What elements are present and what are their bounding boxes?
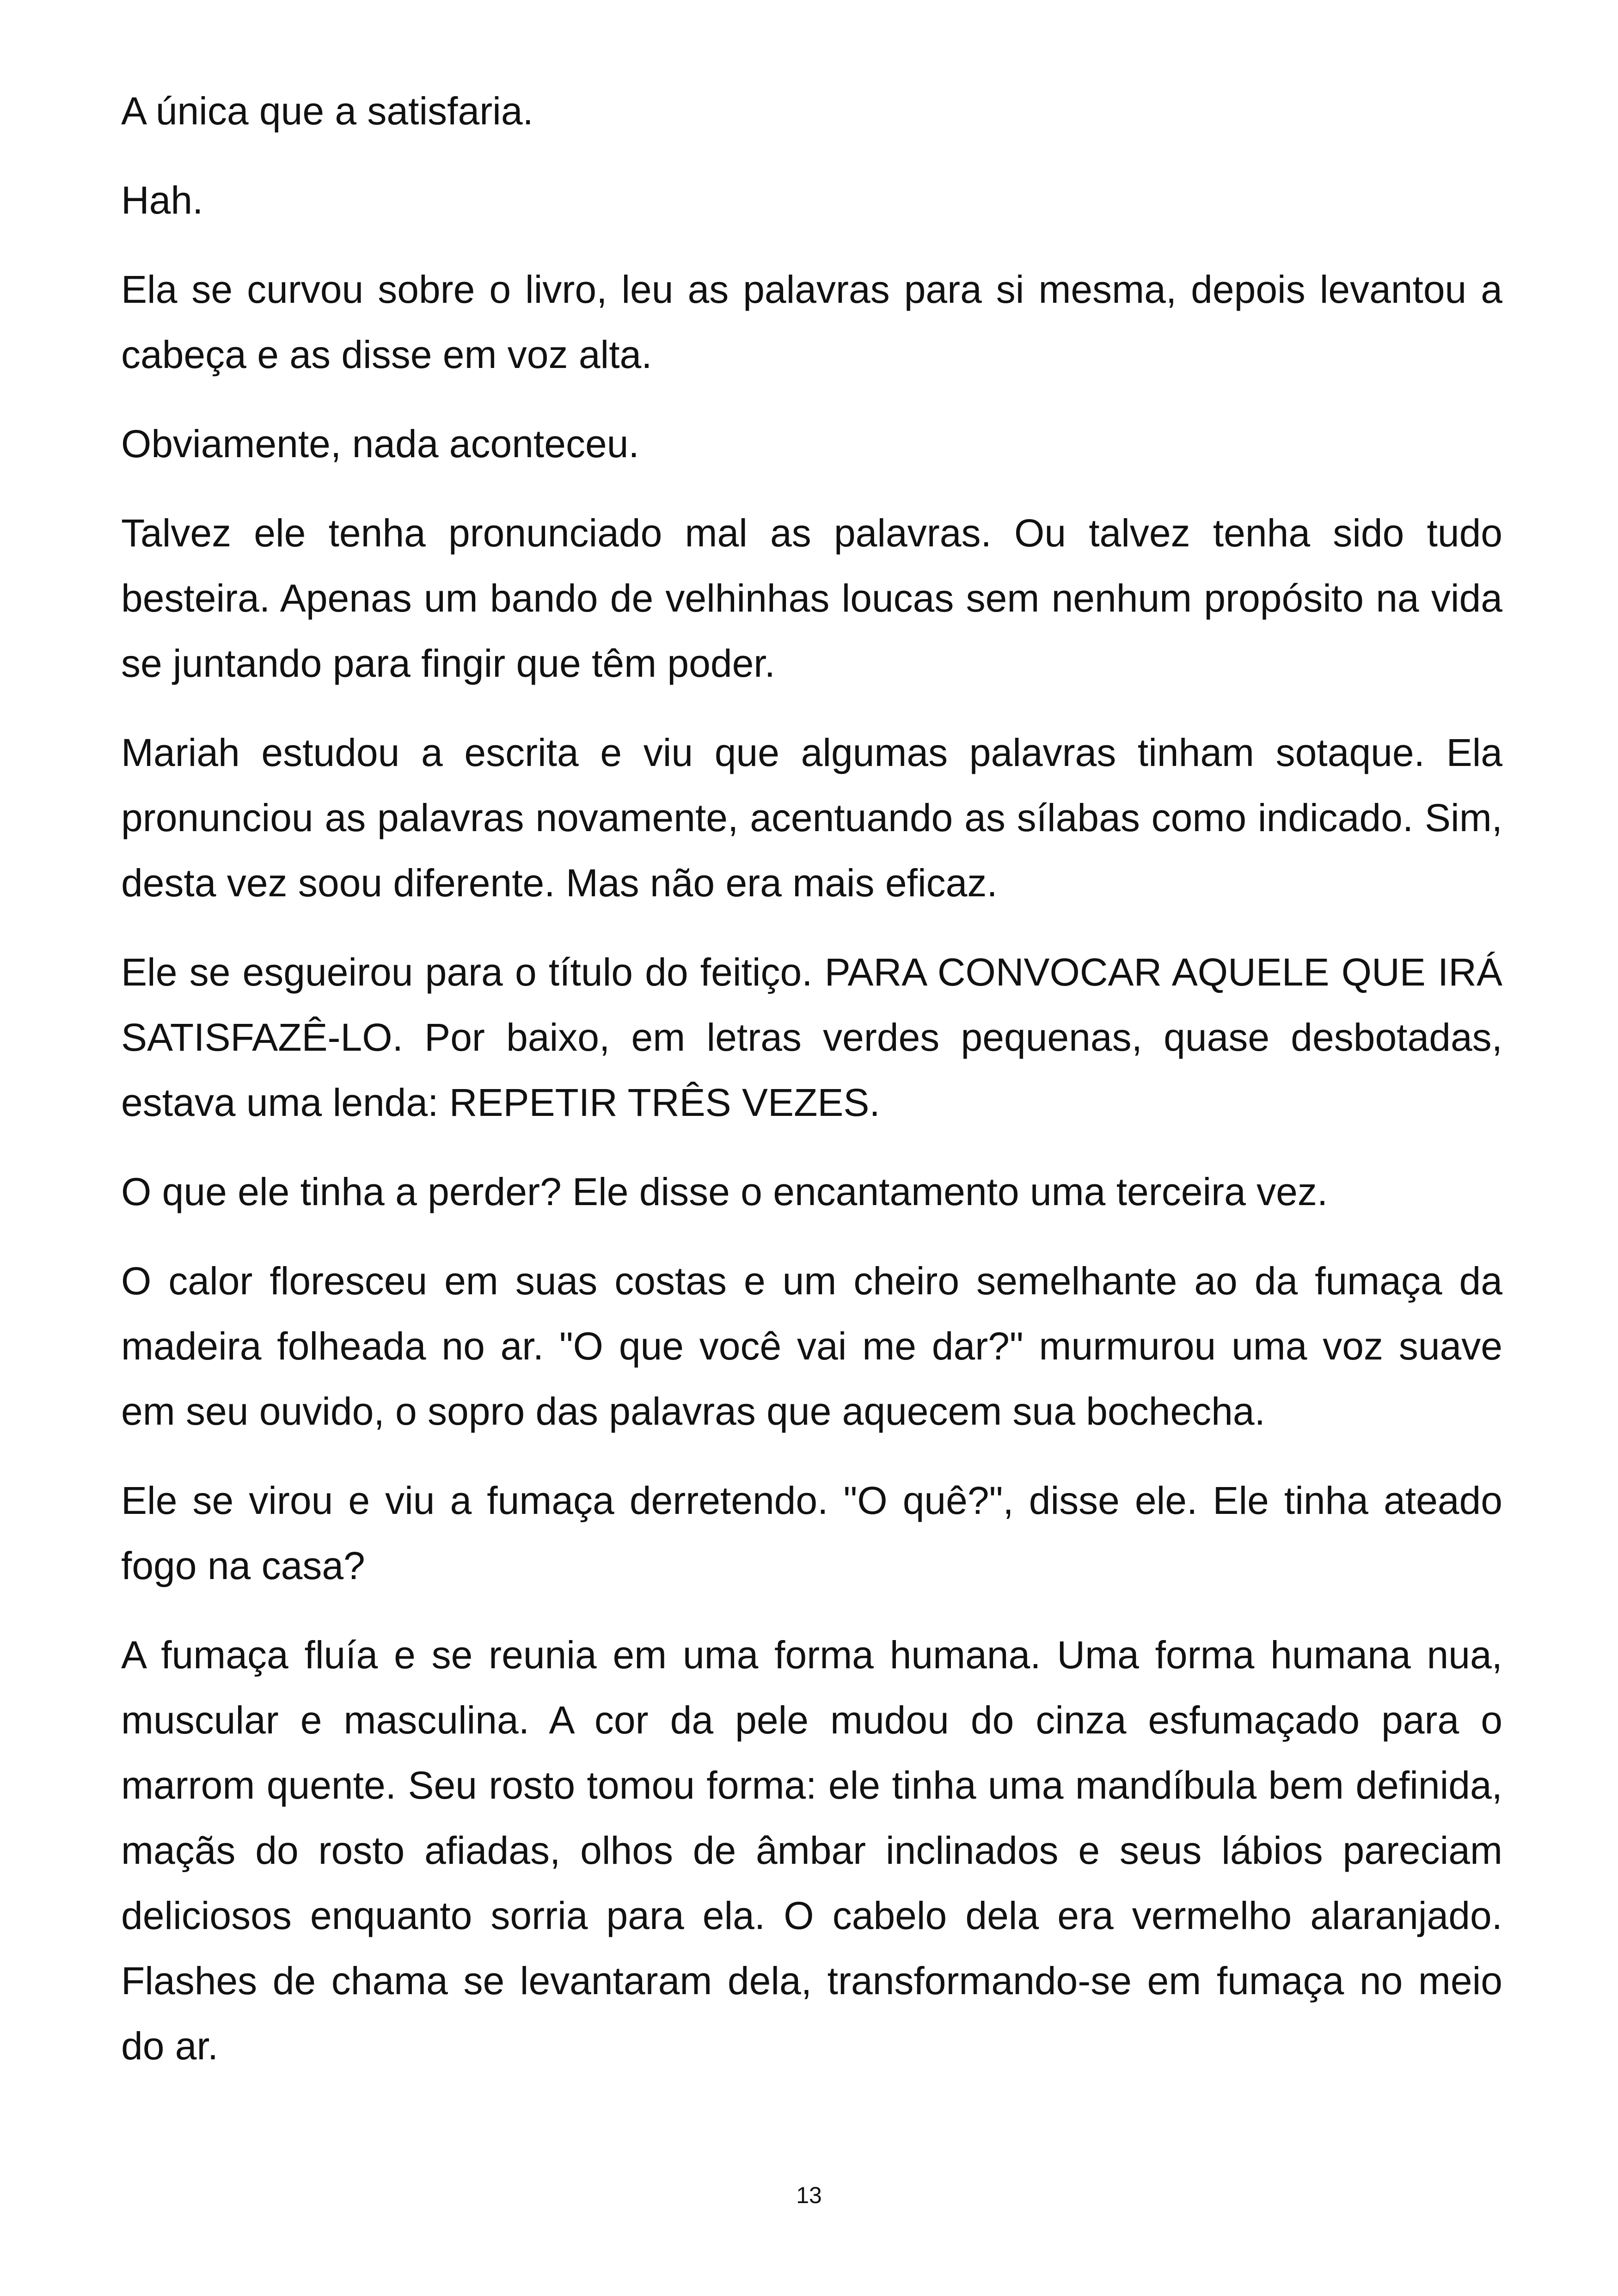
paragraph-8: O que ele tinha a perder? Ele disse o encantamento uma terceira vez.: [121, 1170, 1328, 1213]
paragraph-11: A fumaça fluía e se reunia em uma forma humana. Uma forma humana nua, muscular e masculina. A cor da pele mudou do cinza esfumaçado para o marrom quente. Seu rosto tomou forma: ele tinha uma mandíbula bem definida, maçãs do rosto afiadas, olhos de âmbar inclinados e seus lábios pareciam deliciosos enquanto sorria para ela. O cabelo dela era vermelho alaranjado. Flashes de chama se levantaram dela, transformando-se em fumaça no meio do ar.: [121, 1633, 1502, 2068]
paragraph-7: Ele se esgueirou para o título do feitiço. PARA CONVOCAR AQUELE QUE IRÁ SATISFAZÊ-LO. Por baixo, em letras verdes pequenas, quase desbotadas, estava uma lenda: REPETIR TRÊS VEZES.: [121, 950, 1502, 1124]
paragraph-2: Hah.: [121, 178, 203, 222]
paragraph-1: A única que a satisfaria.: [121, 89, 533, 133]
page-number: 13: [796, 2182, 822, 2208]
body-text: [121, 79, 1502, 2103]
paragraph-6: Mariah estudou a escrita e viu que algumas palavras tinham sotaque. Ela pronunciou as palavras novamente, acentuando as sílabas como indicado. Sim, desta vez soou diferente. Mas não era mais eficaz.: [121, 731, 1502, 905]
paragraph-9: O calor floresceu em suas costas e um cheiro semelhante ao da fumaça da madeira folheada no ar. "O que você vai me dar?" murmurou uma voz suave em seu ouvido, o sopro das palavras que aquecem sua bochecha.: [121, 1259, 1502, 1433]
paragraph-4: Obviamente, nada aconteceu.: [121, 422, 639, 465]
paragraph-5: Talvez ele tenha pronunciado mal as palavras. Ou talvez tenha sido tudo besteira. Apenas um bando de velhinhas loucas sem nenhum propósito na vida se juntando para fingir que têm poder.: [121, 511, 1502, 685]
paragraph-3: Ela se curvou sobre o livro, leu as palavras para si mesma, depois levantou a cabeça e as disse em voz alta.: [121, 268, 1502, 376]
paragraph-10: Ele se virou e viu a fumaça derretendo. "O quê?", disse ele. Ele tinha ateado fogo na casa?: [121, 1479, 1502, 1587]
